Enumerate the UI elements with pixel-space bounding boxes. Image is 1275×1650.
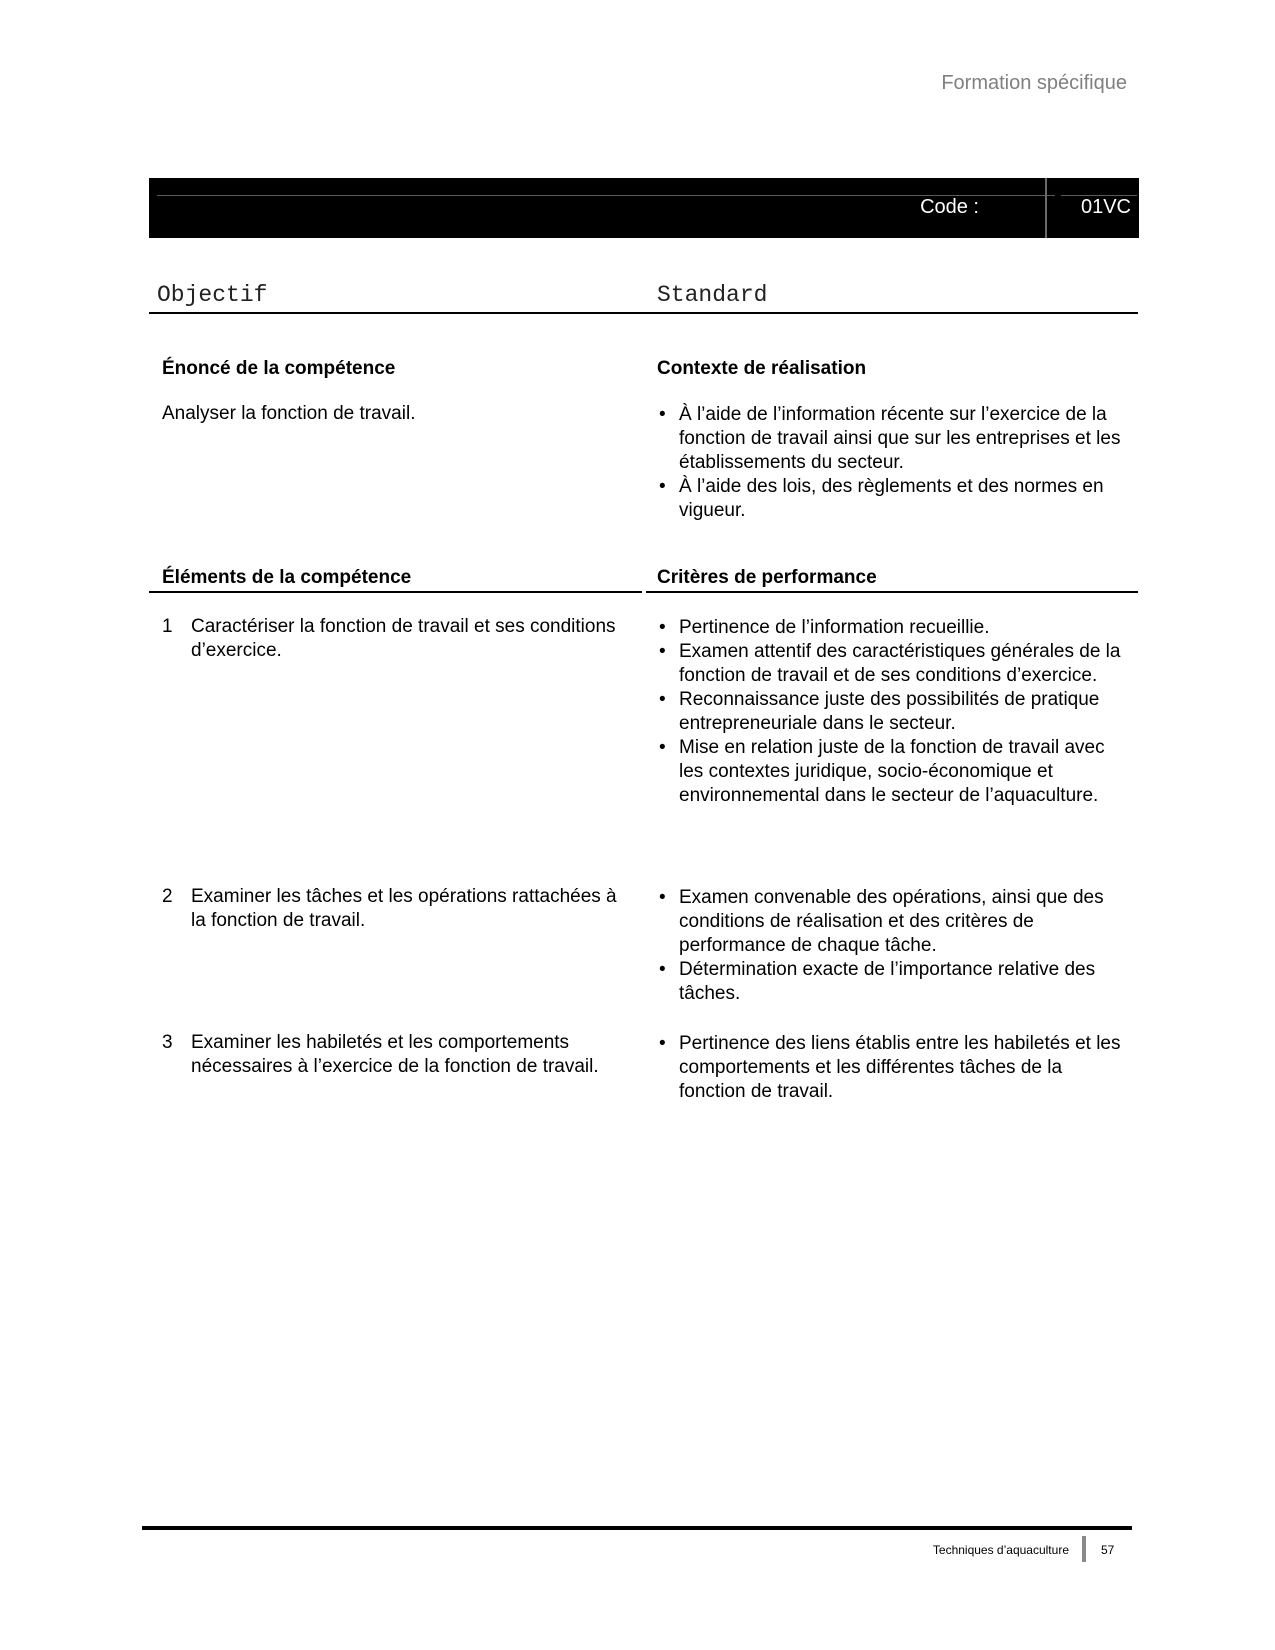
- section-rule-right: [646, 591, 1138, 593]
- element-item-2: [162, 885, 632, 933]
- code-divider: [1045, 178, 1047, 238]
- section-rule-left: [149, 591, 642, 593]
- code-label: Code :: [920, 196, 979, 218]
- criteres-list-1: [657, 616, 1127, 808]
- code-value: 01VC: [1080, 196, 1131, 218]
- bullet-icon: •: [659, 476, 666, 497]
- list-item: • Examen convenable des opérations, ainsi que des conditions de réalisation et des critères de performance de chaque tâche.: [659, 887, 1104, 956]
- criteres-list-2: [657, 886, 1127, 1006]
- element-item-1: [162, 615, 632, 663]
- bullet-icon: •: [659, 887, 666, 908]
- column-header-objectif: Objectif: [157, 282, 268, 308]
- bullet-icon: •: [659, 404, 666, 425]
- element-item-3: [162, 1031, 632, 1079]
- list-item: • Reconnaissance juste des possibilités de pratique entrepreneuriale dans le secteur.: [659, 689, 1100, 734]
- contexte-title: Contexte de réalisation: [657, 358, 867, 379]
- list-item: • Mise en relation juste de la fonction de travail avec les contextes juridique, socio-économique et environnemental dans le secteur de l’aquaculture.: [659, 737, 1105, 806]
- list-item: • Pertinence de l’information recueillie.: [659, 617, 990, 638]
- bullet-icon: •: [659, 737, 666, 758]
- bullet-icon: •: [659, 617, 666, 638]
- list-item: • Examen attentif des caractéristiques générales de la fonction de travail et de ses conditions d’exercice.: [659, 641, 1121, 686]
- bullet-icon: •: [659, 959, 666, 980]
- list-item: • Détermination exacte de l’importance relative des tâches.: [659, 959, 1096, 1004]
- enonce-text: Analyser la fonction de travail.: [162, 403, 416, 424]
- footer-title: Techniques d’aquaculture: [932, 1543, 1069, 1557]
- bullet-icon: •: [659, 1033, 666, 1054]
- elements-title: Éléments de la compétence: [162, 567, 412, 588]
- element-text: Caractériser la fonction de travail et ses conditions d’exercice.: [191, 616, 616, 661]
- list-item: • Pertinence des liens établis entre les habiletés et les comportements et les différentes tâches de la fonction de travail.: [659, 1033, 1121, 1102]
- element-text: Examiner les tâches et les opérations rattachées à la fonction de travail.: [191, 886, 617, 931]
- element-text: Examiner les habiletés et les comportements nécessaires à l’exercice de la fonction de travail.: [191, 1032, 599, 1077]
- element-number: 3: [162, 1032, 173, 1053]
- page-number: 57: [1101, 1543, 1115, 1557]
- criteres-title: Critères de performance: [657, 567, 877, 588]
- bullet-icon: •: [659, 689, 666, 710]
- footer-rule: [142, 1526, 1132, 1530]
- column-header-standard: Standard: [657, 282, 768, 308]
- footer-separator: [1082, 1536, 1086, 1562]
- list-item: • À l’aide des lois, des règlements et des normes en vigueur.: [659, 476, 1104, 521]
- element-number: 2: [162, 886, 173, 907]
- enonce-title: Énoncé de la compétence: [162, 358, 396, 379]
- column-headers: [149, 280, 1138, 314]
- code-bar: [149, 178, 1139, 238]
- list-item: • À l’aide de l’information récente sur l’exercice de la fonction de travail ainsi que sur les entreprises et les établissements du secteur.: [659, 404, 1121, 473]
- bullet-icon: •: [659, 641, 666, 662]
- page-header-label: Formation spécifique: [941, 72, 1127, 94]
- element-number: 1: [162, 616, 173, 637]
- criteres-list-3: [657, 1032, 1127, 1104]
- contexte-list: [657, 403, 1137, 523]
